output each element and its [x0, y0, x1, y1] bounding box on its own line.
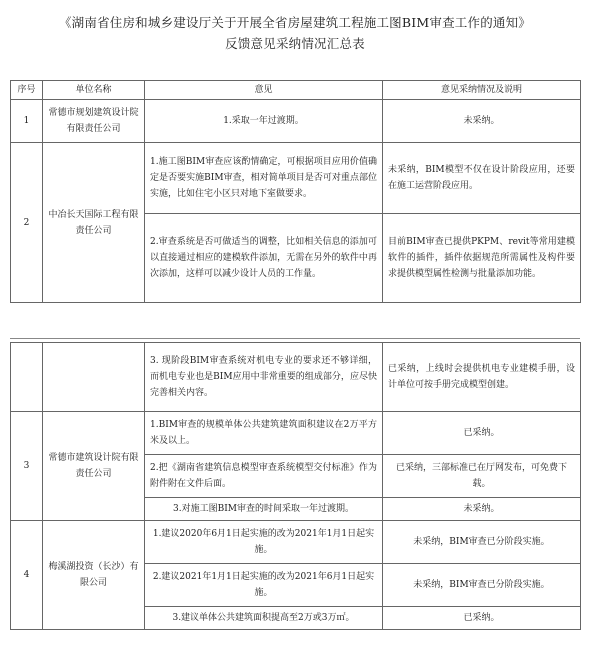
row3-adoption-1: 已采纳。: [383, 412, 581, 455]
row4-opinion-2: 2.建议2021年1月1日起实施的改为2021年6月1日起实施。: [145, 564, 383, 607]
header-opinion: 意见: [145, 81, 383, 100]
row3-seq: 3: [11, 412, 43, 521]
row2-unit: 中冶长天国际工程有限责任公司: [43, 143, 145, 303]
row4-adoption-2: 未采纳，BIM审查已分阶段实施。: [383, 564, 581, 607]
table-header-row: [11, 81, 581, 100]
title-line-1: 《湖南省住房和城乡建设厅关于开展全省房屋建筑工程施工图BIM审查工作的通知》: [58, 15, 532, 30]
row2-seq-cont: [11, 343, 43, 412]
row4-seq: 4: [11, 521, 43, 630]
row2-adoption-2: 目前BIM审查已提供PKPM、revit等常用建模软件的插件，插件依据规范所需属性及构件要求提供模型属性检测与批量添加功能。: [383, 214, 581, 303]
feedback-table-part1: [10, 80, 581, 303]
row2-unit-cont: [43, 343, 145, 412]
row4-adoption-1: 未采纳，BIM审查已分阶段实施。: [383, 521, 581, 564]
row3-opinion-1: 1.BIM审查的规模单体公共建筑建筑面积建议在2万平方米及以上。: [145, 412, 383, 455]
row4-unit: 梅溪湖投资（长沙）有限公司: [43, 521, 145, 630]
row4-opinion-3: 3.建议单体公共建筑面积提高至2万或3万㎡。: [145, 607, 383, 630]
row1-unit: 常德市规划建筑设计院有限责任公司: [43, 100, 145, 143]
row3-unit: 常德市建筑设计院有限责任公司: [43, 412, 145, 521]
row1-adoption: 未采纳。: [383, 100, 581, 143]
page-break-line: [10, 338, 580, 339]
table-row: [11, 100, 581, 143]
header-adoption: 意见采纳情况及说明: [383, 81, 581, 100]
table-row: [11, 143, 581, 214]
table-row: [11, 343, 581, 412]
row3-opinion-3: 3.对施工图BIM审查的时间采取一年过渡期。: [145, 498, 383, 521]
document-title: [0, 12, 590, 54]
row2-seq: 2: [11, 143, 43, 303]
feedback-table-part2: [10, 342, 581, 630]
row3-adoption-2: 已采纳，三部标准已在厅网发布，可免费下载。: [383, 455, 581, 498]
row1-seq: 1: [11, 100, 43, 143]
table-row: [11, 521, 581, 564]
header-seq: 序号: [11, 81, 43, 100]
row1-opinion: 1.采取一年过渡期。: [145, 100, 383, 143]
table-row: [11, 412, 581, 455]
row2-adoption-1: 未采纳，BIM模型不仅在设计阶段应用，还要在施工运营阶段应用。: [383, 143, 581, 214]
row2-adoption-3: 已采纳，上线时会提供机电专业建模手册，设计单位可按手册完成模型创建。: [383, 343, 581, 412]
title-line-2: 反馈意见采纳情况汇总表: [225, 36, 365, 51]
row3-adoption-3: 未采纳。: [383, 498, 581, 521]
row4-opinion-1: 1.建议2020年6月1日起实施的改为2021年1月1日起实施。: [145, 521, 383, 564]
row4-adoption-3: 已采纳。: [383, 607, 581, 630]
header-unit: 单位名称: [43, 81, 145, 100]
row2-opinion-1: 1.施工图BIM审查应该酌情确定，可根据项目应用价值确定是否要实施BIM审查，相对简单项目是否可对重点部位实施，比如住宅小区只对地下室做要求。: [145, 143, 383, 214]
row2-opinion-3: 3. 现阶段BIM审查系统对机电专业的要求还不够详细，而机电专业也是BIM应用中非常重要的组成部分，应尽快完善相关内容。: [145, 343, 383, 412]
row3-opinion-2: 2.把《湖南省建筑信息模型审查系统模型交付标准》作为附件附在文件后面。: [145, 455, 383, 498]
row2-opinion-2: 2.审查系统是否可做适当的调整，比如相关信息的添加可以直接通过相应的建模软件添加，无需在另外的软件中再次添加，这样可以减少设计人员的工作量。: [145, 214, 383, 303]
